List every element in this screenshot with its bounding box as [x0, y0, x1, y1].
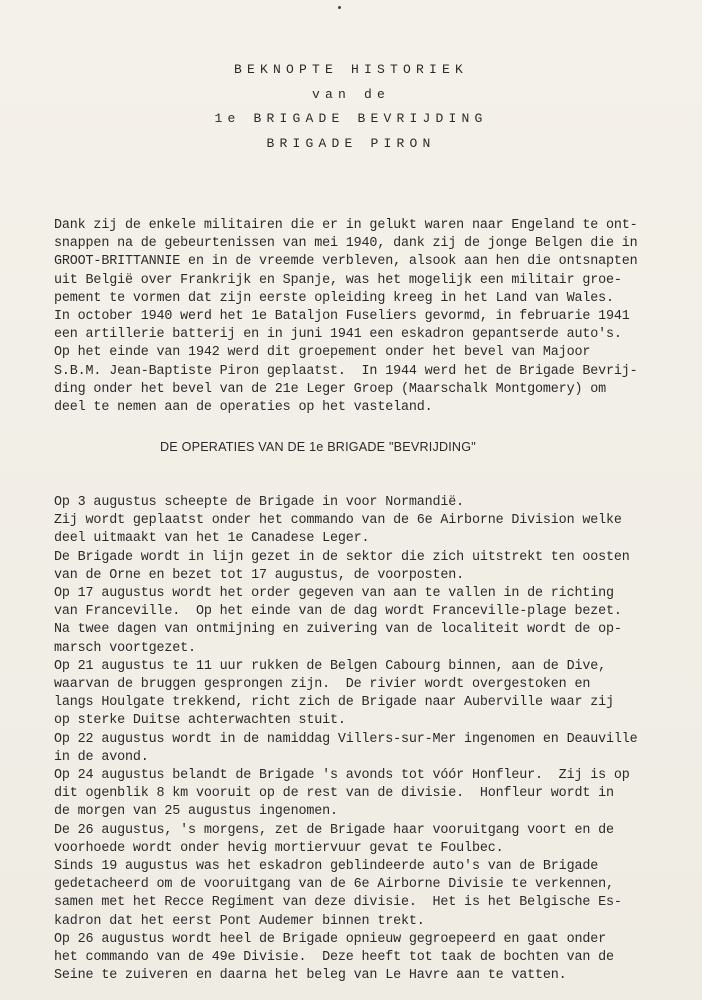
- text-line: deel uitmaakt van het 1e Canadese Leger.: [54, 531, 370, 547]
- text-line: S.B.M. Jean-Baptiste Piron geplaatst. In 1944 werd het de Brigade Bevrij-: [54, 363, 638, 379]
- text-line: Op 26 augustus wordt heel de Brigade opnieuw gegroepeerd en gaat onder: [54, 931, 606, 947]
- text-line: ding onder het bevel van de 21e Leger Groep (Maarschalk Montgomery) om: [54, 381, 606, 397]
- text-line: Zij wordt geplaatst onder het commando van de 6e Airborne Division welke: [54, 513, 622, 529]
- title-line-3: 1e BRIGADE BEVRIJDING: [214, 111, 488, 126]
- text-line: Op 22 augustus wordt in de namiddag Villers-sur-Mer ingenomen en Deauville: [54, 731, 638, 747]
- text-line: snappen na de gebeurtenissen van mei 1940, dank zij de jonge Belgen die in: [54, 236, 638, 252]
- text-line: Op 24 augustus belandt de Brigade 's avonds tot vóór Honfleur. Zij is op: [54, 768, 630, 784]
- text-line: van Franceville. Op het einde van de dag wordt Franceville-plage bezet.: [54, 604, 622, 620]
- text-line: samen met het Recce Regiment van deze divisie. Het is het Belgische Es-: [54, 895, 622, 911]
- text-line: waarvan de bruggen gesprongen zijn. De rivier wordt overgestoken en: [54, 677, 591, 693]
- intro-paragraph: [54, 217, 674, 417]
- text-line: een artillerie batterij en in juni 1941 een eskadron gepantserde auto's.: [54, 327, 622, 343]
- text-line: deel te nemen aan de operaties op het vasteland.: [54, 400, 433, 416]
- section-heading: DE OPERATIES VAN DE 1e BRIGADE "BEVRIJDING": [160, 440, 476, 454]
- ink-dot: [338, 6, 341, 9]
- text-line: Op het einde van 1942 werd dit groepement onder het bevel van Majoor: [54, 345, 591, 361]
- title-line-1: BEKNOPTE HISTORIEK: [233, 62, 469, 77]
- text-line: In october 1940 werd het 1e Bataljon Fuseliers gevormd, in februarie 1941: [54, 309, 630, 325]
- text-line: het commando van de 49e Divisie. Deze heeft tot taak de bochten van de: [54, 950, 614, 966]
- document-title: [0, 58, 702, 156]
- text-line: Na twee dagen van ontmijning en zuivering van de localiteit wordt de op-: [54, 622, 622, 638]
- text-line: Seine te zuiveren en daarna het beleg van Le Havre aan te vatten.: [54, 968, 567, 984]
- text-line: marsch voortgezet.: [54, 640, 196, 656]
- text-line: van de Orne en bezet tot 17 augustus, de voorposten.: [54, 567, 465, 583]
- text-line: op sterke Duitse achterwachten stuit.: [54, 713, 346, 729]
- text-line: De Brigade wordt in lijn gezet in de sektor die zich uitstrekt ten oosten: [54, 549, 630, 565]
- title-line-2: van de: [311, 86, 390, 102]
- text-line: de morgen van 25 augustus ingenomen.: [54, 804, 338, 820]
- operations-paragraph: [54, 494, 674, 985]
- text-line: gedetacheerd om de vooruitgang van de 6e Airborne Divisie te verkennen,: [54, 877, 614, 893]
- text-line: Op 21 augustus te 11 uur rukken de Belgen Cabourg binnen, aan de Dive,: [54, 658, 606, 674]
- text-line: langs Houlgate trekkend, richt zich de Brigade naar Auberville waar zij: [54, 695, 614, 711]
- text-line: Op 3 augustus scheepte de Brigade in voor Normandië.: [54, 495, 465, 510]
- text-line: GROOT-BRITTANNIE en in de vreemde verbleven, alsook aan hen die ontsnapten: [54, 254, 638, 270]
- text-line: Dank zij de enkele militairen die er in gelukt waren naar Engeland te ont-: [54, 218, 638, 233]
- text-line: in de avond.: [54, 749, 149, 765]
- text-line: pement te vormen dat zijn eerste opleiding kreeg in het Land van Wales.: [54, 290, 614, 306]
- text-line: uit België over Frankrijk en Spanje, was het mogelijk een militair groe-: [54, 272, 622, 288]
- text-line: dit ogenblik 8 km vooruit op de rest van de divisie. Honfleur wordt in: [54, 786, 614, 802]
- text-line: Op 17 augustus wordt het order gegeven van aan te vallen in de richting: [54, 586, 614, 602]
- text-line: De 26 augustus, 's morgens, zet de Brigade haar vooruitgang voort en de: [54, 822, 614, 838]
- text-line: kadron dat het eerst Pont Audemer binnen trekt.: [54, 913, 425, 929]
- title-line-4: BRIGADE PIRON: [266, 135, 436, 151]
- text-line: voorhoede wordt onder hevig mortiervuur gevat te Foulbec.: [54, 840, 504, 856]
- text-line: Sinds 19 augustus was het eskadron geblindeerde auto's van de Brigade: [54, 859, 599, 875]
